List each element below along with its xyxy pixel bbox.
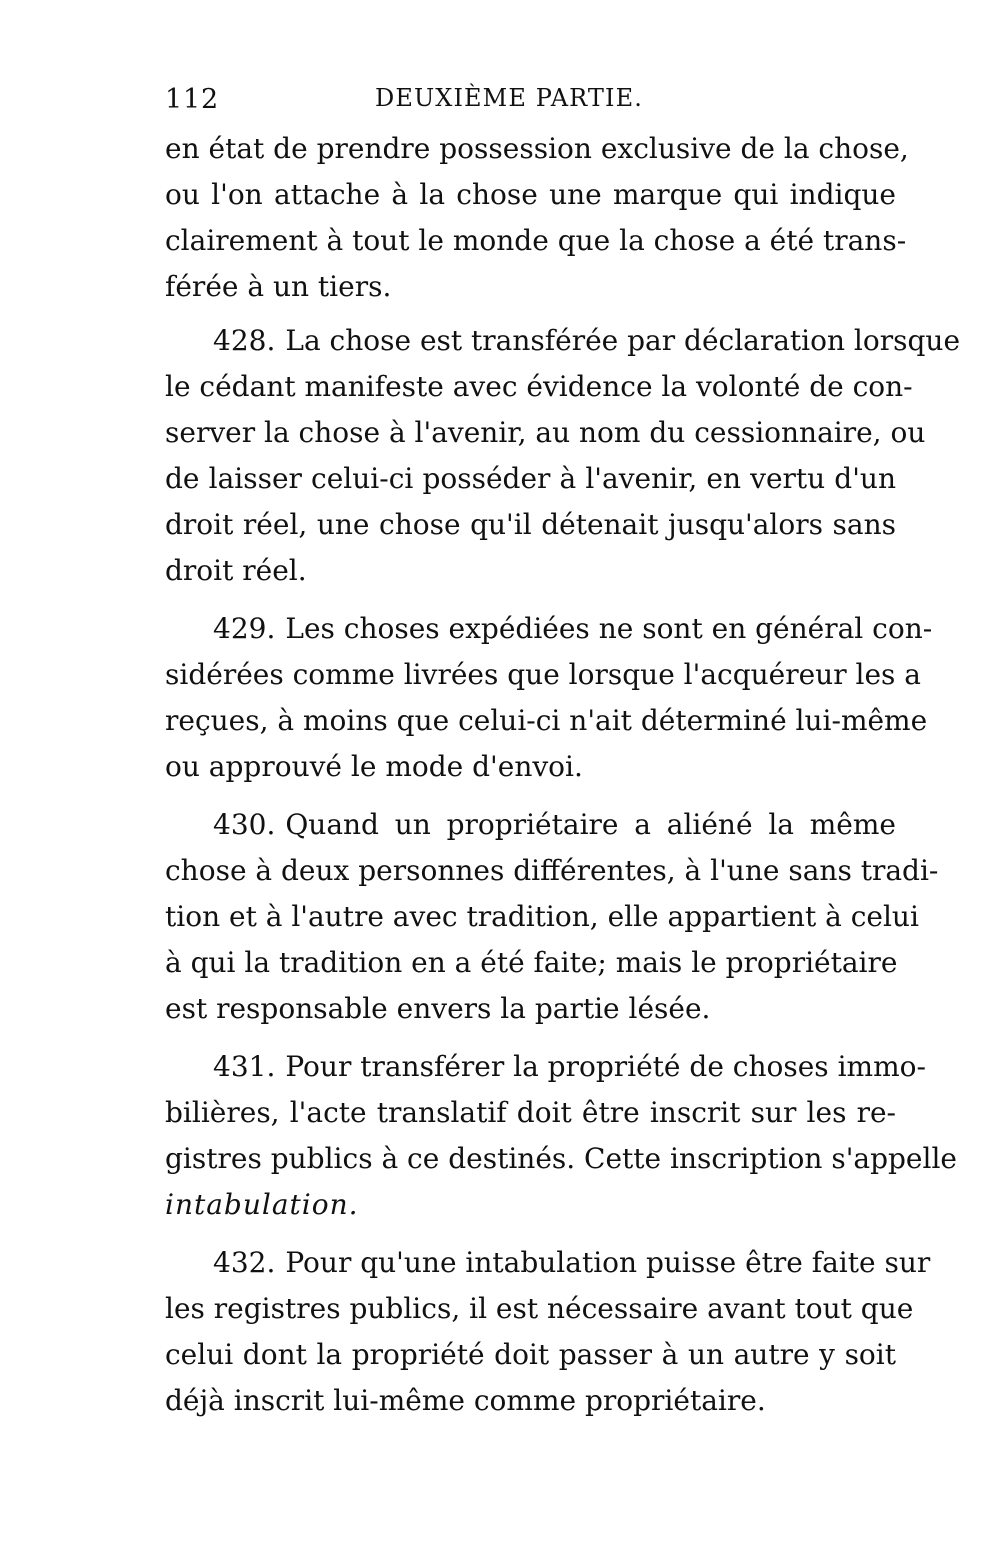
text-line: droit réel, une chose qu'il détenait jusqu'alors sans xyxy=(165,508,896,541)
text-line: ou approuvé le mode d'envoi. xyxy=(165,750,583,783)
text-line xyxy=(165,1240,931,1286)
text-line xyxy=(165,802,896,848)
running-head: DEUXIÈME PARTIE. xyxy=(375,84,643,112)
text-line: de laisser celui-ci posséder à l'avenir, en vertu d'un xyxy=(165,462,896,495)
text-line: ou l'on attache à la chose une marque qui indique xyxy=(165,178,896,211)
text-line: sidérées comme livrées que lorsque l'acquéreur les a xyxy=(165,658,921,691)
text-line: gistres publics à ce destinés. Cette inscription s'appelle xyxy=(165,1142,957,1175)
text-line: les registres publics, il est nécessaire avant tout que xyxy=(165,1292,914,1325)
paragraph-number: 429. xyxy=(213,612,276,645)
text-line: celui dont la propriété doit passer à un autre y soit xyxy=(165,1338,896,1371)
text-line: server la chose à l'avenir, au nom du cessionnaire, ou xyxy=(165,416,926,449)
text-line: en état de prendre possession exclusive de la chose, xyxy=(165,132,909,165)
page-header xyxy=(165,78,896,126)
text-line: à qui la tradition en a été faite; mais le propriétaire xyxy=(165,946,898,979)
page-number: 112 xyxy=(165,84,219,115)
page-body xyxy=(165,126,961,1424)
paragraph-continued xyxy=(165,126,909,310)
text-line: bilières, l'acte translatif doit être inscrit sur les re- xyxy=(165,1096,896,1129)
text-line: tion et à l'autre avec tradition, elle appartient à celui xyxy=(165,900,919,933)
text-line-content: La chose est transférée par déclaration lorsque xyxy=(285,324,961,357)
paragraph-number: 432. xyxy=(213,1246,276,1279)
paragraph-430 xyxy=(165,802,939,1032)
text-line: férée à un tiers. xyxy=(165,270,392,303)
text-line-content: Pour qu'une intabulation puisse être faite sur xyxy=(285,1246,931,1279)
text-line: déjà inscrit lui-même comme propriétaire. xyxy=(165,1384,766,1417)
text-line: chose à deux personnes différentes, à l'une sans tradi- xyxy=(165,854,939,887)
text-line xyxy=(165,318,961,364)
paragraph-431 xyxy=(165,1044,957,1228)
text-line-content: Les choses expédiées ne sont en général con- xyxy=(285,612,933,645)
text-line-italic: intabulation. xyxy=(165,1188,359,1221)
paragraph-429 xyxy=(165,606,933,790)
paragraph-428 xyxy=(165,318,961,594)
paragraph-number: 430. xyxy=(213,808,276,841)
text-line xyxy=(165,1044,926,1090)
text-line: reçues, à moins que celui-ci n'ait déterminé lui-même xyxy=(165,704,928,737)
text-line-content: Pour transférer la propriété de choses immo- xyxy=(285,1050,926,1083)
paragraph-number: 431. xyxy=(213,1050,276,1083)
paragraph-432 xyxy=(165,1240,931,1424)
text-line-content: Quand un propriétaire a aliéné la même xyxy=(285,808,896,841)
text-line: est responsable envers la partie lésée. xyxy=(165,992,711,1025)
text-line: droit réel. xyxy=(165,554,307,587)
text-line: le cédant manifeste avec évidence la volonté de con- xyxy=(165,370,913,403)
text-line: clairement à tout le monde que la chose a été trans- xyxy=(165,224,907,257)
text-line xyxy=(165,606,933,652)
paragraph-number: 428. xyxy=(213,324,276,357)
